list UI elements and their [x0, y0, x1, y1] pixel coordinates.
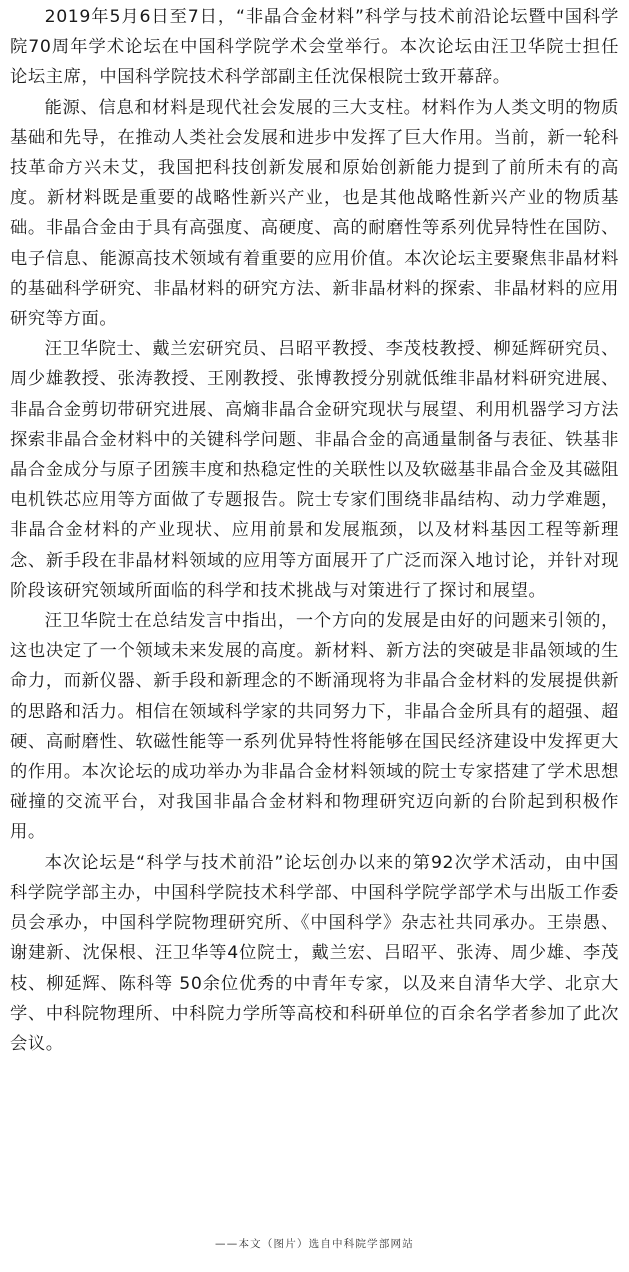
source-credit: ——本文（图片）选自中科院学部网站	[215, 1238, 414, 1250]
article-body	[10, 2, 619, 1059]
paragraph-intro: 2019年5月6日至7日，“非晶合金材料”科学与技术前沿论坛暨中国科学院70周年学术论坛在中国科学院学术会堂举行。本次论坛由汪卫华院士担任论坛主席，中国科学院技术科学部副主任沈保根院士致开幕辞。	[10, 7, 619, 88]
paragraph-background: 能源、信息和材料是现代社会发展的三大支柱。材料作为人类文明的物质基础和先导，在推动人类社会发展和进步中发挥了巨大作用。当前，新一轮科技革命方兴未艾，我国把科技创新发展和原始创新能力提到了前所未有的高度。新材料既是重要的战略性新兴产业，也是其他战略性新兴产业的物质基础。非晶合金由于具有高强度、高硬度、高的耐磨性等系列优异特性在国防、电子信息、能源高技术领域有着重要的应用价值。本次论坛主要聚焦非晶材料的基础科学研究、非晶材料的研究方法、新非晶材料的探索、非晶材料的应用研究等方面。	[10, 97, 619, 330]
paragraph-reports: 汪卫华院士、戴兰宏研究员、吕昭平教授、李茂枝教授、柳延辉研究员、周少雄教授、张涛教授、王刚教授、张博教授分别就低维非晶材料研究进展、非晶合金剪切带研究进展、高熵非晶合金研究现状与展望、利用机器学习方法探索非晶合金材料中的关键科学问题、非晶合金的高通量制备与表征、铁基非晶合金成分与原子团簇丰度和热稳定性的关联性以及软磁基非晶合金及其磁阻电机铁芯应用等方面做了专题报告。院士专家们围绕非晶结构、动力学难题，非晶合金材料的产业现状、应用前景和发展瓶颈，以及材料基因工程等新理念、新手段在非晶材料领域的应用等方面展开了广泛而深入地讨论，并针对现阶段该研究领域所面临的科学和技术挑战与对策进行了探讨和展望。	[10, 339, 619, 601]
paragraph-organizers: 本次论坛是“科学与技术前沿”论坛创办以来的第92次学术活动，由中国科学院学部主办，中国科学院技术科学部、中国科学院学部学术与出版工作委员会承办，中国科学院物理研究所、《中国科学》杂志社共同承办。王崇愚、谢建新、沈保根、汪卫华等4位院士，戴兰宏、吕昭平、张涛、周少雄、李茂枝、柳延辉、陈科等 50余位优秀的中青年专家，以及来自清华大学、北京大学、中科院物理所、中科院力学所等高校和科研单位的百余名学者参加了此次会议。	[10, 852, 619, 1054]
paragraph-summary: 汪卫华院士在总结发言中指出，一个方向的发展是由好的问题来引领的，这也决定了一个领域未来发展的高度。新材料、新方法的突破是非晶领域的生命力，而新仪器、新手段和新理念的不断涌现将为非晶合金材料的发展提供新的思路和活力。相信在领域科学家的共同努力下，非晶合金所具有的超强、超硬、高耐磨性、软磁性能等一系列优异特性将能够在国民经济建设中发挥更大的作用。本次论坛的成功举办为非晶合金材料领域的院士专家搭建了学术思想碰撞的交流平台，对我国非晶合金材料和物理研究迈向新的台阶起到积极作用。	[10, 611, 619, 843]
